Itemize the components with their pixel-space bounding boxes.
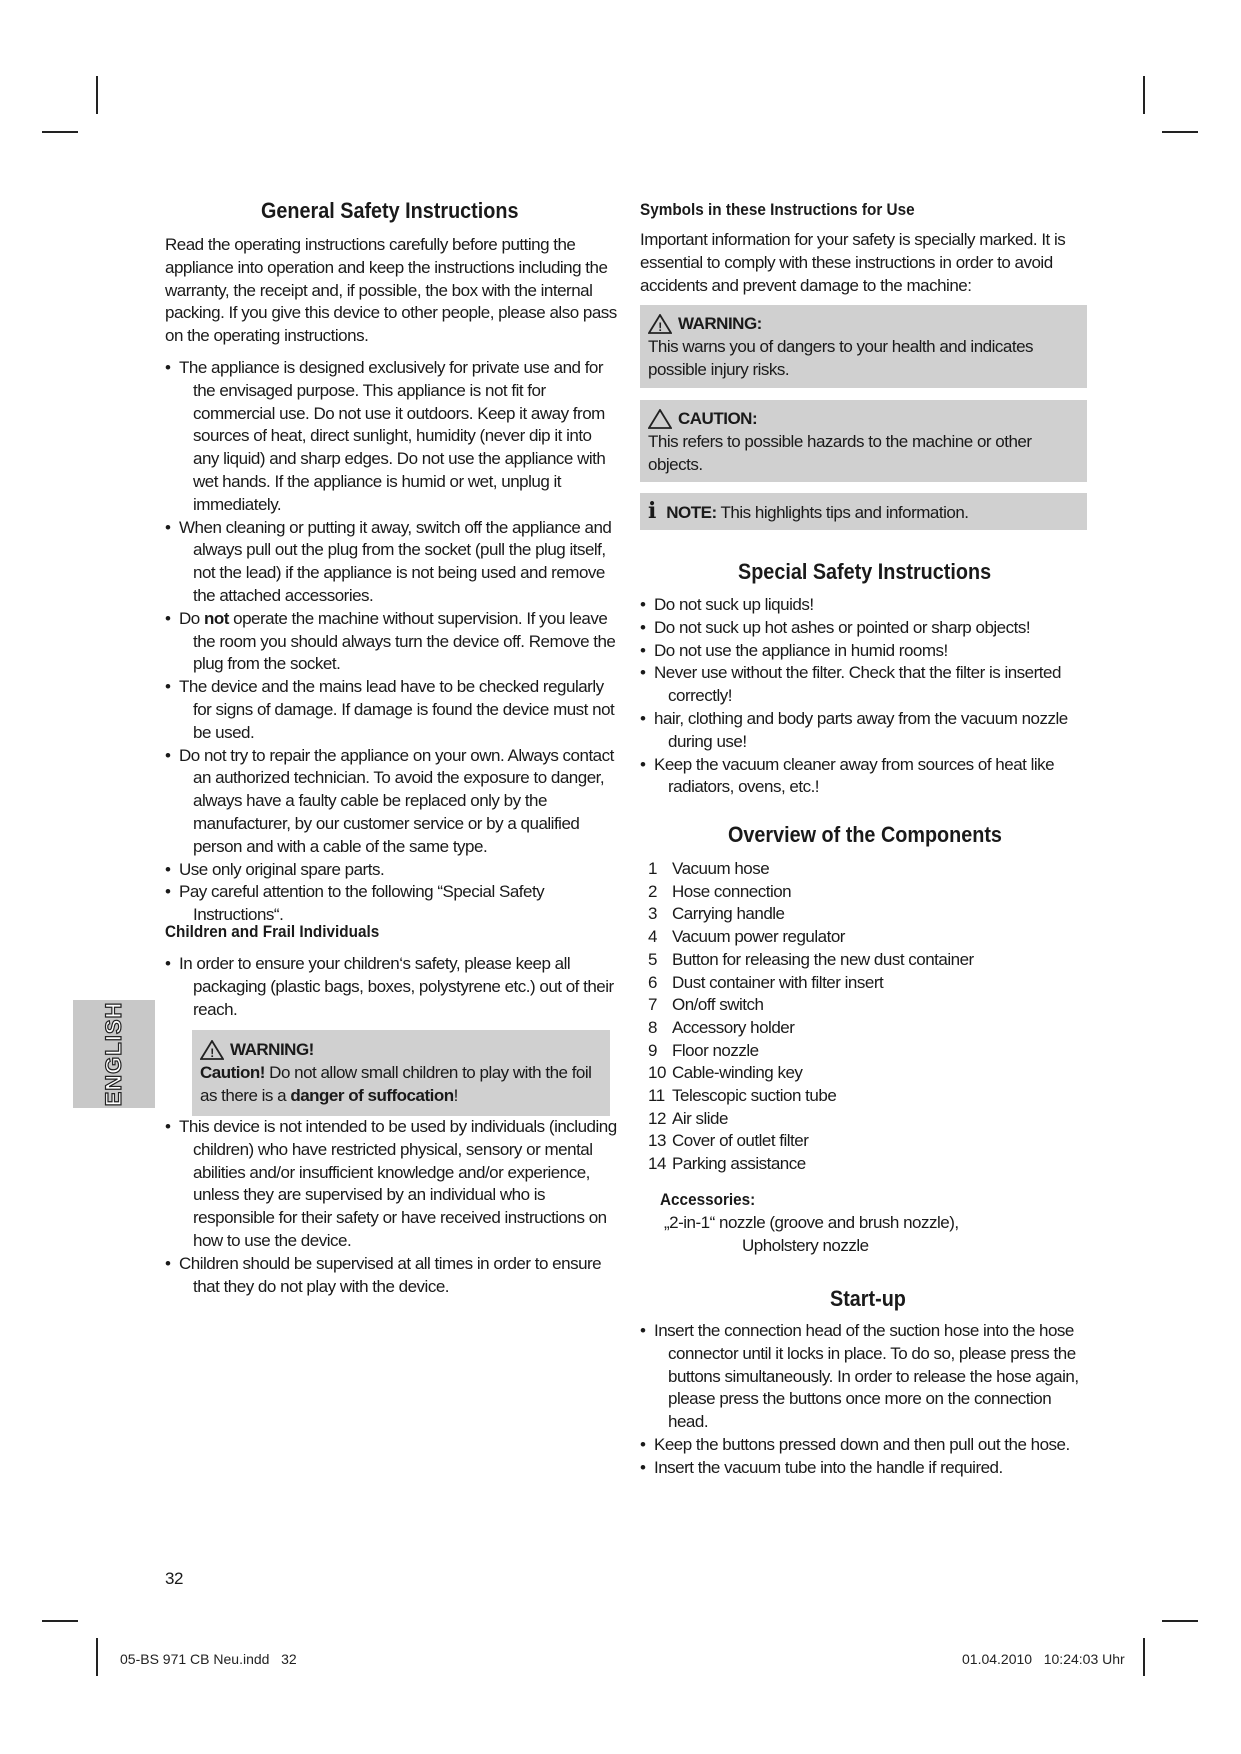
list-item [648,949,1078,972]
warning-label: WARNING: [678,314,762,333]
special-safety-title: Special Safety Instructions [738,559,992,584]
accessory-item: „2-in-1“ nozzle (groove and brush nozzle), [664,1213,959,1232]
component-label: Vacuum power regulator [672,927,845,947]
list-item: • Use only original spare parts. [165,859,617,882]
list-item: • Do not use the appliance in humid rooms! [640,640,1080,663]
component-number: 14 [648,1154,666,1174]
danger-text: danger of suffocation [290,1085,454,1105]
component-label: Air slide [672,1108,728,1128]
symbols-intro: Important information for your safety is specially marked. It is essential to comply with these instructions in order to avoid accidents and prevent damage to the machine: [640,230,1066,295]
list-item: • This device is not intended to be used by individuals (including children) who have restricted physical, sensory or mental abilities and/or insufficient knowledge and/or experience, unless they are supervised by an individual who is responsible for their safety or have received instructions on how to use the device. [165,1116,617,1253]
list-item [648,881,1078,904]
caution-triangle-icon [648,409,672,429]
symbols-title: Symbols in these Instructions for Use [640,200,915,219]
footer-file: 05-BS 971 CB Neu.indd 32 [120,1651,297,1667]
list-item: • Pay careful attention to the following “Special Safety Instructions“. [165,881,617,927]
bullet-emphasis: not [203,608,229,628]
caution-description: This refers to possible hazards to the machine or other objects. [648,431,1032,474]
component-number: 8 [648,1017,657,1037]
caution-symbol-box [640,400,1087,482]
children-list-1 [165,953,617,1021]
component-number: 9 [648,1040,657,1060]
component-label: Cover of outlet filter [672,1131,809,1151]
list-item [648,858,1078,881]
warning-triangle-icon [648,314,672,334]
component-number: 10 [648,1063,666,1083]
list-item: • The device and the mains lead have to be checked regularly for signs of damage. If damage is found the device must not be used. [165,676,617,744]
special-safety-list [640,594,1080,799]
caution-box-title [648,408,1079,431]
list-item: • Do not try to repair the appliance on your own. Always contact an authorized technician. To avoid the exposure to danger, always have a faulty cable be replaced only by the manufacturer, by our customer service or by a qualified person and with a cable of the same type. [165,745,617,859]
list-item [165,608,617,676]
component-number: 3 [648,904,657,924]
footer-timestamp: 01.04.2010 10:24:03 Uhr [962,1651,1125,1667]
caution-label: CAUTION: [678,409,758,428]
general-safety-title: General Safety Instructions [261,198,519,223]
accessory-item: Upholstery nozzle [742,1236,869,1255]
component-label: Parking assistance [672,1154,806,1174]
accessories-title: Accessories: [660,1190,756,1209]
component-label: Vacuum hose [672,859,770,878]
list-item [648,903,1078,926]
crop-mark [1162,1620,1198,1622]
component-label: Button for releasing the new dust container [672,949,974,969]
component-number: 1 [648,859,657,878]
startup-title: Start-up [830,1286,906,1311]
crop-mark [42,1620,78,1622]
component-label: Carrying handle [672,904,785,924]
component-number: 13 [648,1131,666,1151]
language-tab-label: ENGLISH [101,1001,126,1107]
svg-text:!: ! [210,1046,214,1061]
list-item [648,1130,1078,1153]
crop-mark [42,131,78,133]
list-item: • Never use without the filter. Check that the filter is inserted correctly! [640,662,1080,708]
list-item [648,1017,1078,1040]
crop-mark [1143,1638,1145,1676]
warning-box-title [200,1039,602,1062]
component-number: 7 [648,995,657,1015]
component-number: 12 [648,1108,666,1128]
component-label: Accessory holder [672,1017,795,1037]
general-safety-list [165,357,617,927]
crop-mark [96,76,98,114]
list-item: • Insert the vacuum tube into the handle if required. [640,1457,1080,1480]
children-warning-box [192,1030,610,1116]
note-symbol-box [640,493,1087,530]
list-item [648,994,1078,1017]
bullet-prefix: Do [179,608,204,628]
list-item [648,972,1078,995]
overview-title: Overview of the Components [728,822,1002,847]
warning-text: Do not allow small children to play with the foil as there is a [200,1062,592,1105]
svg-text:!: ! [658,320,662,335]
component-label: On/off switch [672,995,764,1015]
list-item [648,1108,1078,1131]
list-item [648,1085,1078,1108]
component-number: 2 [648,881,657,901]
list-item: • Keep the buttons pressed down and then pull out the hose. [640,1434,1080,1457]
warning-box-text [200,1062,602,1108]
page-number: 32 [165,1569,183,1588]
list-item: • The appliance is designed exclusively for private use and for the envisaged purpose. This appliance is not fit for commercial use. Do not use it outdoors. Keep it away from sources of heat, direct sunlight, humidity (never dip it into any liquid) and sharp edges. Do not use the appliance with wet hands. If the appliance is humid or wet, unplug it immediately. [165,357,617,517]
children-list-2 [165,1116,617,1298]
component-label: Telescopic suction tube [672,1086,837,1106]
component-number: 11 [648,1086,665,1106]
note-label: NOTE: [666,503,717,522]
list-item: • Do not suck up hot ashes or pointed or sharp objects! [640,617,1080,640]
list-item [648,1062,1078,1085]
list-item: • Keep the vacuum cleaner away from sources of heat like radiators, ovens, etc.! [640,754,1080,800]
crop-mark [1162,131,1198,133]
list-item: • Insert the connection head of the suction hose into the hose connector until it locks in place. To do so, please press the buttons simultaneously. In order to release the hose again, please press the buttons once more on the connection head. [640,1320,1080,1434]
component-label: Floor nozzle [672,1040,759,1060]
crop-mark [1143,76,1145,114]
list-item [648,926,1078,949]
component-label: Hose connection [672,881,792,901]
warning-label: WARNING! [230,1040,314,1059]
list-item [648,1153,1078,1176]
list-item: • Do not suck up liquids! [640,594,1080,617]
general-safety-intro: Read the operating instructions carefully before putting the appliance into operation and keep the instructions including the warranty, the receipt and, if possible, the box with the internal packing. If you give this device to other people, please also pass on the operating instructions. [165,235,617,346]
component-label: Dust container with filter insert [672,972,884,992]
list-item: • Children should be supervised at all times in order to ensure that they do not play with the device. [165,1253,617,1299]
warning-box-title [648,313,1079,336]
crop-mark [96,1638,98,1676]
component-number: 4 [648,927,657,947]
children-section-title: Children and Frail Individuals [165,922,380,941]
component-number: 5 [648,949,657,969]
list-item: • In order to ensure your children‘s safety, please keep all packaging (plastic bags, boxes, polystyrene etc.) out of their reach. [165,953,617,1021]
list-item: • When cleaning or putting it away, switch off the appliance and always pull out the plug from the socket (pull the plug itself, not the lead) if the appliance is not being used and remove the attached accessories. [165,517,617,608]
warning-triangle-icon [200,1040,224,1060]
warning-description: This warns you of dangers to your health and indicates possible injury risks. [648,336,1034,379]
caution-label: Caution! [200,1062,265,1082]
list-item: • hair, clothing and body parts away from the vacuum nozzle during use! [640,708,1080,754]
components-list [648,858,1078,1176]
warning-symbol-box [640,305,1087,388]
info-icon: i [648,498,656,524]
list-item [648,1040,1078,1063]
warning-text-end: ! [453,1085,458,1105]
component-label: Cable-winding key [672,1063,803,1083]
startup-list [640,1320,1080,1480]
component-number: 6 [648,972,657,992]
note-text: This highlights tips and information. [716,503,969,522]
bullet-text: operate the machine without supervision. If you leave the room you should always turn the device off. Remove the plug from the socket. [193,608,616,674]
